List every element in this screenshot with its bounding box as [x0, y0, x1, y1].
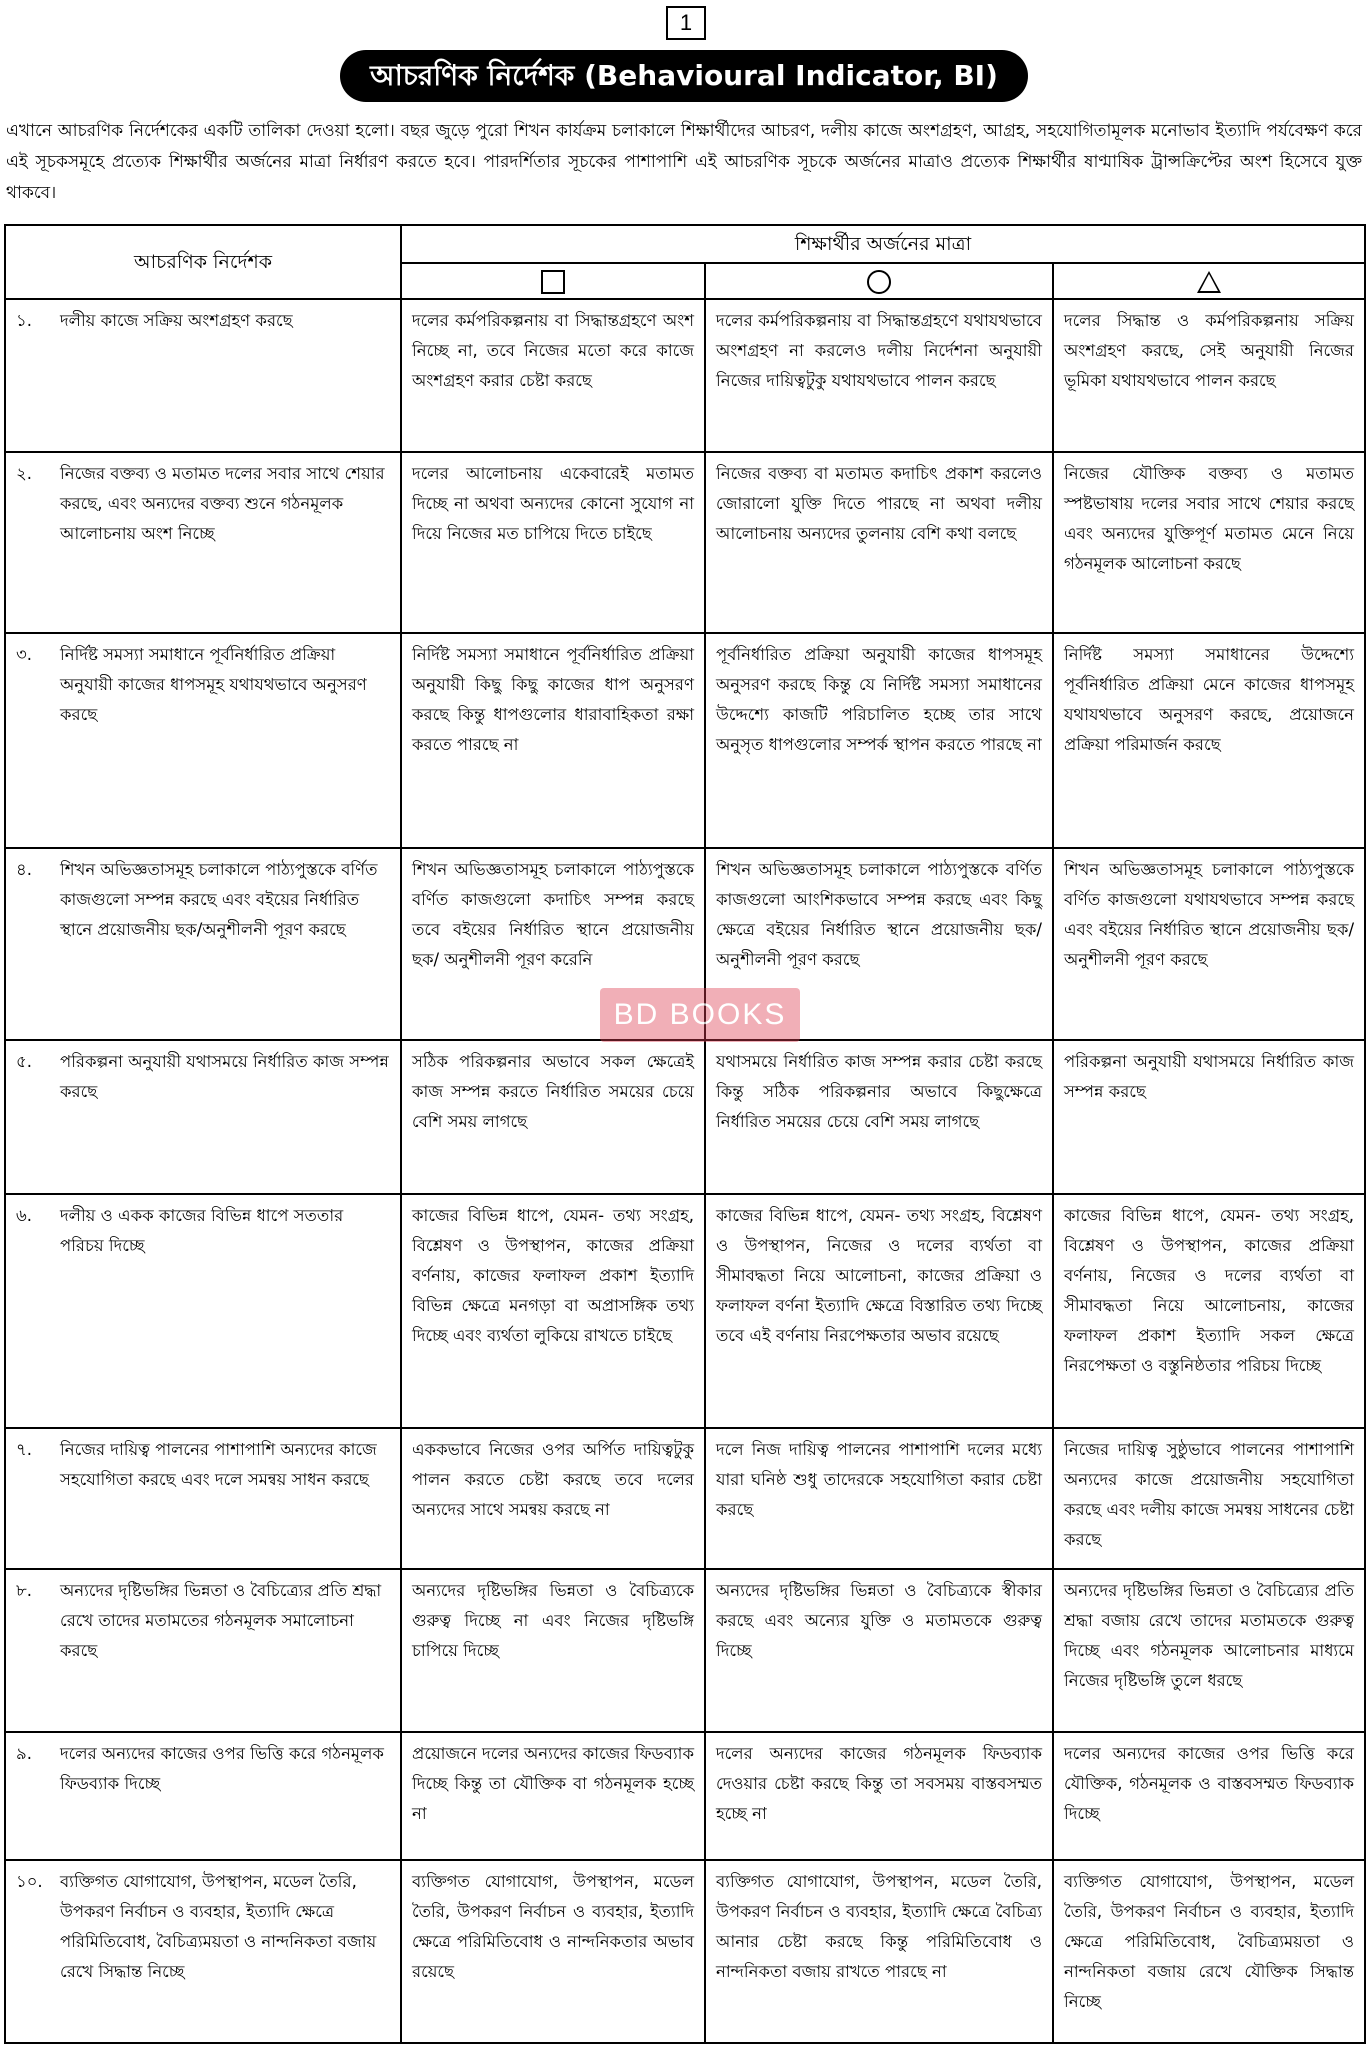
square-level-cell: এককভাবে নিজের ওপর অর্পিত দায়িত্বটুকু পালন করতে চেষ্টা করছে তবে দলের অন্যদের সাথে সমন্বয় করছে না — [401, 1428, 705, 1568]
table-row — [5, 1040, 1365, 1195]
indicator-text: পরিকল্পনা অনুযায়ী যথাসময়ে নির্ধারিত কাজ সম্পন্ন করছে — [60, 1051, 389, 1101]
row-number: ৪. — [16, 860, 32, 880]
circle-level-cell: ব্যক্তিগত যোগাযোগ, উপস্থাপন, মডেল তৈরি, উপকরণ নির্বাচন ও ব্যবহার, ইত্যাদি ক্ষেত্রে বৈচিত্র্য আনার চেষ্টা করছে কিন্তু পরিমিতিবোধ ও নান্দনিকতা বজায় রাখতে পারছে না — [705, 1860, 1053, 2043]
indicator-text: দলের অন্যদের কাজের ওপর ভিত্তি করে গঠনমূলক ফিডব্যাক দিচ্ছে — [60, 1743, 384, 1793]
title-wrap — [0, 50, 1368, 102]
header-level: শিক্ষার্থীর অর্জনের মাত্রা — [401, 225, 1365, 263]
indicator-cell — [5, 1569, 401, 1732]
indicator-cell — [5, 1194, 401, 1428]
row-number: ১. — [16, 311, 32, 330]
row-number: ৩. — [16, 644, 32, 664]
square-level-cell: প্রয়োজনে দলের অন্যদের কাজের ফিডব্যাক দিচ্ছে কিন্তু তা যৌক্তিক বা গঠনমূলক হচ্ছে না — [401, 1732, 705, 1860]
circle-level-cell: অন্যদের দৃষ্টিভঙ্গির ভিন্নতা ও বৈচিত্র্যকে স্বীকার করছে এবং অন্যের যুক্তি ও মতামতকে গুরুত্ব দিচ্ছে — [705, 1569, 1053, 1732]
indicator-cell — [5, 1732, 401, 1860]
indicator-cell — [5, 848, 401, 1039]
table-row — [5, 299, 1365, 452]
square-level-cell: দলের আলোচনায় একেবারেই মতামত দিচ্ছে না অথবা অন্যদের কোনো সুযোগ না দিয়ে নিজের মত চাপিয়ে দিতে চাইছে — [401, 452, 705, 633]
circle-level-cell: পূর্বনির্ধারিত প্রক্রিয়া অনুযায়ী কাজের ধাপসমূহ অনুসরণ করছে কিন্তু যে নির্দিষ্ট সমস্যা সমাধানের উদ্দেশ্যে কাজটি পরিচালিত হচ্ছে তার সাথে অনুসৃত ধাপগুলোর সম্পর্ক স্থাপন করতে পারছে না — [705, 633, 1053, 849]
triangle-icon — [1197, 271, 1221, 293]
square-level-cell: অন্যদের দৃষ্টিভঙ্গির ভিন্নতা ও বৈচিত্র্যকে গুরুত্ব দিচ্ছে না এবং নিজের দৃষ্টিভঙ্গি চাপিয়ে দিচ্ছে — [401, 1569, 705, 1732]
square-level-cell: শিখন অভিজ্ঞতাসমূহ চলাকালে পাঠ্যপুস্তকে বর্ণিত কাজগুলো কদাচিৎ সম্পন্ন করছে তবে বইয়ের নির্ধারিত স্থানে প্রয়োজনীয় ছক/ অনুশীলনী পূরণ করেনি — [401, 848, 705, 1039]
page-number: 1 — [666, 6, 706, 40]
indicator-text: নির্দিষ্ট সমস্যা সমাধানে পূর্বনির্ধারিত প্রক্রিয়া অনুযায়ী কাজের ধাপসমূহ যথাযথভাবে অনুসরণ করছে — [60, 644, 367, 724]
triangle-level-cell: শিখন অভিজ্ঞতাসমূহ চলাকালে পাঠ্যপুস্তকে বর্ণিত কাজগুলো যথাযথভাবে সম্পন্ন করছে এবং বইয়ের নির্ধারিত স্থানে প্রয়োজনীয় ছক/অনুশীলনী পূরণ করছে — [1053, 848, 1365, 1039]
table-row — [5, 1428, 1365, 1568]
triangle-level-cell: ব্যক্তিগত যোগাযোগ, উপস্থাপন, মডেল তৈরি, উপকরণ নির্বাচন ও ব্যবহার, ইত্যাদি ক্ষেত্রে পরিমিতিবোধ, বৈচিত্র্যময়তা ও নান্দনিকতা বজায় রেখে যৌক্তিক সিদ্ধান্ত নিচ্ছে — [1053, 1860, 1365, 2043]
circle-level-cell: শিখন অভিজ্ঞতাসমূহ চলাকালে পাঠ্যপুস্তকে বর্ণিত কাজগুলো আংশিকভাবে সম্পন্ন করছে এবং কিছু ক্ষেত্রে বইয়ের নির্ধারিত স্থানে প্রয়োজনীয় ছক/অনুশীলনী পূরণ করছে — [705, 848, 1053, 1039]
square-icon — [541, 270, 565, 294]
indicator-text: শিখন অভিজ্ঞতাসমূহ চলাকালে পাঠ্যপুস্তকে বর্ণিত কাজগুলো সম্পন্ন করছে এবং বইয়ের নির্ধারিত স্থানে প্রয়োজনীয় ছক/অনুশীলনী পূরণ করছে — [60, 860, 378, 940]
square-level-cell: ব্যক্তিগত যোগাযোগ, উপস্থাপন, মডেল তৈরি, উপকরণ নির্বাচন ও ব্যবহার, ইত্যাদি ক্ষেত্রে পরিমিতিবোধ ও নান্দনিকতার অভাব রয়েছে — [401, 1860, 705, 2043]
circle-level-cell: যথাসময়ে নির্ধারিত কাজ সম্পন্ন করার চেষ্টা করছে কিন্তু সঠিক পরিকল্পনার অভাবে কিছুক্ষেত্রে নির্ধারিত সময়ের চেয়ে বেশি সময় লাগছে — [705, 1040, 1053, 1195]
row-number: ২. — [16, 463, 32, 483]
indicator-text: দলীয় ও একক কাজের বিভিন্ন ধাপে সততার পরিচয় দিচ্ছে — [60, 1206, 344, 1256]
row-number: ৭. — [16, 1440, 32, 1460]
table-row — [5, 452, 1365, 633]
row-number: ৯. — [16, 1743, 32, 1763]
circle-level-cell: দলের কর্মপরিকল্পনায় বা সিদ্ধান্তগ্রহণে যথাযথভাবে অংশগ্রহণ না করলেও দলীয় নির্দেশনা অনুযায়ী নিজের দায়িত্বটুকু যথাযথভাবে পালন করছে — [705, 299, 1053, 452]
triangle-level-cell: নিজের যৌক্তিক বক্তব্য ও মতামত স্পষ্টভাষায় দলের সবার সাথে শেয়ার করছে এবং অন্যদের যুক্তিপূর্ণ মতামত মেনে নিয়ে গঠনমূলক আলোচনা করছে — [1053, 452, 1365, 633]
square-level-cell: সঠিক পরিকল্পনার অভাবে সকল ক্ষেত্রেই কাজ সম্পন্ন করতে নির্ধারিত সময়ের চেয়ে বেশি সময় লাগছে — [401, 1040, 705, 1195]
square-level-cell: নির্দিষ্ট সমস্যা সমাধানে পূর্বনির্ধারিত প্রক্রিয়া অনুযায়ী কিছু কিছু কাজের ধাপ অনুসরণ করছে কিন্তু ধাপগুলোর ধারাবাহিকতা রক্ষা করতে পারছে না — [401, 633, 705, 849]
square-level-cell: কাজের বিভিন্ন ধাপে, যেমন- তথ্য সংগ্রহ, বিশ্লেষণ ও উপস্থাপন, কাজের প্রক্রিয়া বর্ণনায়, কাজের ফলাফল প্রকাশ ইত্যাদি বিভিন্ন ক্ষেত্রে মনগড়া বা অপ্রাসঙ্গিক তথ্য দিচ্ছে এবং ব্যর্থতা লুকিয়ে রাখতে চাইছে — [401, 1194, 705, 1428]
row-number: ১০. — [16, 1871, 43, 1891]
triangle-level-cell: নির্দিষ্ট সমস্যা সমাধানের উদ্দেশ্যে পূর্বনির্ধারিত প্রক্রিয়া মেনে কাজের ধাপসমূহ যথাযথভাবে অনুসরণ করছে, প্রয়োজনে প্রক্রিয়া পরিমার্জন করছে — [1053, 633, 1365, 849]
triangle-level-cell: দলের সিদ্ধান্ত ও কর্মপরিকল্পনায় সক্রিয় অংশগ্রহণ করছে, সেই অনুযায়ী নিজের ভূমিকা যথাযথভাবে পালন করছে — [1053, 299, 1365, 452]
indicator-text: দলীয় কাজে সক্রিয় অংশগ্রহণ করছে — [60, 311, 293, 330]
table-row — [5, 1732, 1365, 1860]
indicator-text: নিজের দায়িত্ব পালনের পাশাপাশি অন্যদের কাজে সহযোগিতা করছে এবং দলে সমন্বয় সাধন করছে — [60, 1440, 377, 1490]
circle-icon — [867, 270, 891, 294]
table-row — [5, 633, 1365, 849]
header-indicator: আচরণিক নির্দেশক — [5, 225, 401, 299]
header-triangle — [1053, 263, 1365, 299]
header-circle — [705, 263, 1053, 299]
square-level-cell: দলের কর্মপরিকল্পনায় বা সিদ্ধান্তগ্রহণে অংশ নিচ্ছে না, তবে নিজের মতো করে কাজে অংশগ্রহণ করার চেষ্টা করছে — [401, 299, 705, 452]
indicator-cell — [5, 633, 401, 849]
indicator-cell — [5, 299, 401, 452]
indicator-cell — [5, 1040, 401, 1195]
header-square — [401, 263, 705, 299]
row-number: ৬. — [16, 1206, 32, 1226]
indicator-cell — [5, 1860, 401, 2043]
triangle-level-cell: পরিকল্পনা অনুযায়ী যথাসময়ে নির্ধারিত কাজ সম্পন্ন করছে — [1053, 1040, 1365, 1195]
circle-level-cell: দলের অন্যদের কাজের গঠনমূলক ফিডব্যাক দেওয়ার চেষ্টা করছে কিন্তু তা সবসময় বাস্তবসম্মত হচ্ছে না — [705, 1732, 1053, 1860]
triangle-level-cell: দলের অন্যদের কাজের ওপর ভিত্তি করে যৌক্তিক, গঠনমূলক ও বাস্তবসম্মত ফিডব্যাক দিচ্ছে — [1053, 1732, 1365, 1860]
page-title: আচরণিক নির্দেশক (Behavioural Indicator, BI) — [340, 50, 1028, 102]
circle-level-cell: নিজের বক্তব্য বা মতামত কদাচিৎ প্রকাশ করলেও জোরালো যুক্তি দিতে পারছে না অথবা দলীয় আলোচনায় অন্যদের তুলনায় বেশি কথা বলছে — [705, 452, 1053, 633]
behavioural-indicator-table — [4, 224, 1366, 2044]
circle-level-cell: কাজের বিভিন্ন ধাপে, যেমন- তথ্য সংগ্রহ, বিশ্লেষণ ও উপস্থাপন, নিজের ও দলের ব্যর্থতা বা সীমাবদ্ধতা নিয়ে আলোচনা, কাজের প্রক্রিয়া ও ফলাফল বর্ণনা ইত্যাদি ক্ষেত্রে বিস্তারিত তথ্য দিচ্ছে তবে এই বর্ণনায় নিরপেক্ষতার অভাব রয়েছে — [705, 1194, 1053, 1428]
indicator-text: ব্যক্তিগত যোগাযোগ, উপস্থাপন, মডেল তৈরি, উপকরণ নির্বাচন ও ব্যবহার, ইত্যাদি ক্ষেত্রে পরিমিতিবোধ, বৈচিত্র্যময়তা ও নান্দনিকতা বজায় রেখে সিদ্ধান্ত নিচ্ছে — [60, 1871, 377, 1981]
row-number: ৮. — [16, 1580, 32, 1600]
indicator-cell — [5, 1428, 401, 1568]
indicator-text: অন্যদের দৃষ্টিভঙ্গির ভিন্নতা ও বৈচিত্র্যের প্রতি শ্রদ্ধা রেখে তাদের মতামতের গঠনমূলক সমালোচনা করছে — [60, 1580, 382, 1660]
triangle-level-cell: নিজের দায়িত্ব সুষ্ঠুভাবে পালনের পাশাপাশি অন্যদের কাজে প্রয়োজনীয় সহযোগিতা করছে এবং দলীয় কাজে সমন্বয় সাধনের চেষ্টা করছে — [1053, 1428, 1365, 1568]
indicator-text: নিজের বক্তব্য ও মতামত দলের সবার সাথে শেয়ার করছে, এবং অন্যদের বক্তব্য শুনে গঠনমূলক আলোচনায় অংশ নিচ্ছে — [60, 463, 385, 543]
watermark: BD BOOKS — [600, 988, 800, 1042]
table-row — [5, 1860, 1365, 2043]
row-number: ৫. — [16, 1051, 32, 1071]
table-row — [5, 1194, 1365, 1428]
intro-paragraph: এখানে আচরণিক নির্দেশকের একটি তালিকা দেওয়া হলো। বছর জুড়ে পুরো শিখন কার্যক্রম চলাকালে শিক্ষার্থীদের আচরণ, দলীয় কাজে অংশগ্রহণ, আগ্রহ, সহযোগিতামূলক মনোভাব ইত্যাদি পর্যবেক্ষণ করে এই সূচকসমূহে প্রত্যেক শিক্ষার্থীর অর্জনের মাত্রা নির্ধারণ করতে হবে। পারদর্শিতার সূচকের পাশাপাশি এই আচরণিক সূচকে অর্জনের মাত্রাও প্রত্যেক শিক্ষার্থীর ষাণ্মাষিক ট্রান্সক্রিপ্টের অংশ হিসেবে যুক্ত থাকবে। — [6, 121, 1362, 203]
triangle-level-cell: অন্যদের দৃষ্টিভঙ্গির ভিন্নতা ও বৈচিত্র্যের প্রতি শ্রদ্ধা বজায় রেখে তাদের মতামতকে গুরুত্ব দিচ্ছে এবং গঠনমূলক আলোচনার মাধ্যমে নিজের দৃষ্টিভঙ্গি তুলে ধরছে — [1053, 1569, 1365, 1732]
indicator-cell — [5, 452, 401, 633]
triangle-level-cell: কাজের বিভিন্ন ধাপে, যেমন- তথ্য সংগ্রহ, বিশ্লেষণ ও উপস্থাপন, কাজের প্রক্রিয়া বর্ণনায়, নিজের ও দলের ব্যর্থতা বা সীমাবদ্ধতা নিয়ে আলোচনায়, কাজের ফলাফল প্রকাশ ইত্যাদি সকল ক্ষেত্রে নিরপেক্ষতা ও বস্তুনিষ্ঠতার পরিচয় দিচ্ছে — [1053, 1194, 1365, 1428]
table-row — [5, 1569, 1365, 1732]
circle-level-cell: দলে নিজ দায়িত্ব পালনের পাশাপাশি দলের মধ্যে যারা ঘনিষ্ঠ শুধু তাদেরকে সহযোগিতা করার চেষ্টা করছে — [705, 1428, 1053, 1568]
